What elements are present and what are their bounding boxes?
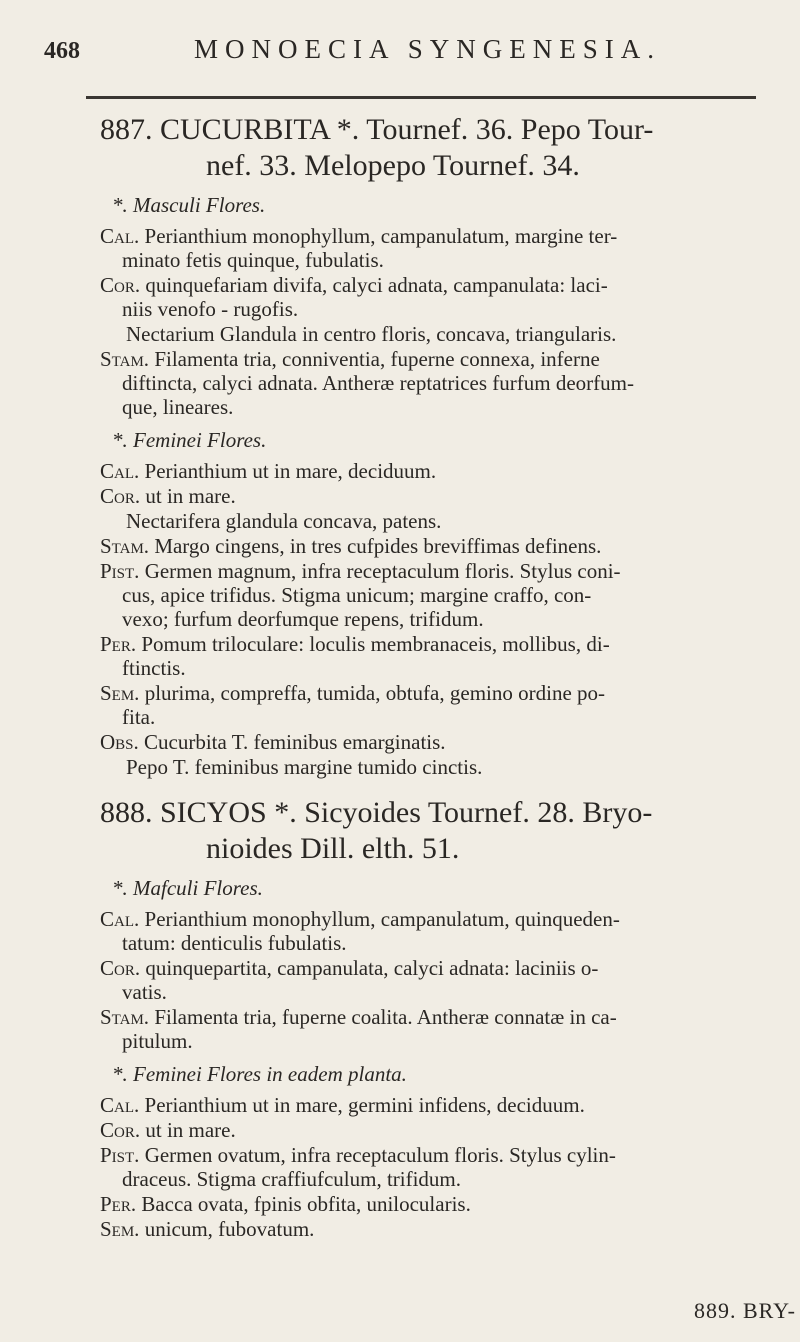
page-header — [44, 34, 760, 68]
page-number: 468 — [44, 38, 80, 64]
organ-label: Stam. — [100, 347, 150, 371]
organ-paragraph — [100, 347, 780, 419]
genus-references: Tournef. 36. Pepo Tour- — [366, 113, 654, 146]
description-sections — [100, 192, 780, 779]
indented-paragraph: Nectarifera glandula concava, patens. — [126, 509, 442, 533]
text-line: que, lineares. — [122, 395, 234, 419]
text-line: unicum, fubovatum. — [144, 1217, 315, 1241]
organ-label: Cal. — [100, 459, 140, 483]
text-line: tatum: denticulis fubulatis. — [122, 931, 347, 955]
text-line: Perianthium monophyllum, campanulatum, quinqueden- — [144, 907, 620, 931]
organ-label: Cal. — [100, 907, 140, 931]
text-line: Perianthium monophyllum, campanulatum, margine ter- — [144, 224, 618, 248]
catchword: 889. BRY- — [694, 1298, 796, 1323]
genus-entry-887 — [100, 112, 780, 780]
text-line: diftincta, calyci adnata. Antheræ reptatrices furfum deorfum- — [122, 371, 634, 395]
flower-subheading: *. Feminei Flores in eadem planta. — [112, 1062, 407, 1086]
indented-paragraph: Pepo T. feminibus margine tumido cinctis. — [126, 755, 483, 779]
organ-paragraph — [100, 1118, 780, 1142]
flower-subheading: *. Masculi Flores. — [112, 193, 266, 217]
organ-paragraph — [100, 907, 780, 955]
organ-paragraph — [100, 224, 780, 272]
organ-paragraph — [100, 1217, 780, 1241]
genus-heading — [100, 112, 780, 184]
text-line: Perianthium ut in mare, deciduum. — [144, 459, 437, 483]
text-line: vatis. — [122, 980, 167, 1004]
flower-subheading: *. Mafculi Flores. — [112, 876, 263, 900]
organ-label: Stam. — [100, 1005, 150, 1029]
indented-paragraph: Nectarium Glandula in centro floris, concava, triangularis. — [126, 322, 617, 346]
running-title: MONOECIA SYNGENESIA. — [194, 34, 662, 64]
text-line: niis venofo - rugofis. — [122, 297, 299, 321]
organ-paragraph — [100, 632, 780, 680]
text-line: vexo; furfum deorfumque repens, trifidum. — [122, 607, 484, 631]
genus-references-cont: nioides Dill. elth. 51. — [206, 832, 460, 865]
text-line: Germen ovatum, infra receptaculum floris. Stylus cylin- — [144, 1143, 616, 1167]
organ-paragraph — [100, 1093, 780, 1117]
genus-references: Sicyoides Tournef. 28. Bryo- — [304, 796, 653, 829]
genus-references-cont: nef. 33. Melopepo Tournef. 34. — [206, 149, 580, 182]
organ-paragraph — [100, 681, 780, 729]
text-line: quinquepartita, campanulata, calyci adnata: laciniis o- — [145, 956, 599, 980]
organ-paragraph — [100, 459, 780, 483]
genus-entry-888 — [100, 795, 780, 1242]
text-line: Margo cingens, in tres cufpides breviffimas definens. — [154, 534, 602, 558]
organ-label: Obs. — [100, 730, 139, 754]
genus-number: 888. — [100, 796, 153, 829]
text-line: Pomum triloculare: loculis membranaceis, mollibus, di- — [141, 632, 610, 656]
organ-label: Cor. — [100, 1118, 141, 1142]
text-line: fita. — [122, 705, 156, 729]
text-line: Perianthium ut in mare, germini infidens, deciduum. — [144, 1093, 585, 1117]
organ-paragraph — [100, 1192, 780, 1216]
organ-paragraph — [100, 534, 780, 558]
organ-paragraph — [100, 273, 780, 321]
text-line: ut in mare. — [145, 1118, 236, 1142]
text-line: ut in mare. — [145, 484, 236, 508]
text-line: Filamenta tria, conniventia, fuperne connexa, inferne — [154, 347, 600, 371]
organ-label: Cor. — [100, 956, 141, 980]
description-sections — [100, 875, 780, 1241]
organ-paragraph — [100, 1005, 780, 1053]
flower-subheading: *. Feminei Flores. — [112, 428, 267, 452]
organ-label: Per. — [100, 632, 137, 656]
genus-number: 887. — [100, 113, 153, 146]
text-line: plurima, compreffa, tumida, obtufa, gemino ordine po- — [144, 681, 606, 705]
organ-label: Cor. — [100, 273, 141, 297]
genus-name: CUCURBITA *. — [160, 113, 360, 146]
text-line: ftinctis. — [122, 656, 186, 680]
organ-paragraph — [100, 484, 780, 508]
genus-heading — [100, 795, 780, 867]
organ-label: Cal. — [100, 1093, 140, 1117]
organ-label: Cal. — [100, 224, 140, 248]
header-rule — [86, 96, 756, 102]
text-line: pitulum. — [122, 1029, 193, 1053]
organ-label: Sem. — [100, 681, 140, 705]
genus-name: SICYOS *. — [160, 796, 297, 829]
organ-paragraph — [100, 559, 780, 631]
text-line: Bacca ovata, fpinis obfita, unilocularis. — [141, 1192, 471, 1216]
text-line: Filamenta tria, fuperne coalita. Antheræ connatæ in ca- — [154, 1005, 617, 1029]
text-line: quinquefariam divifa, calyci adnata, campanulata: laci- — [145, 273, 608, 297]
organ-label: Cor. — [100, 484, 141, 508]
organ-label: Per. — [100, 1192, 137, 1216]
text-line: cus, apice trifidus. Stigma unicum; margine craffo, con- — [122, 583, 592, 607]
text-line: minato fetis quinque, fubulatis. — [122, 248, 384, 272]
text-line: Cucurbita T. feminibus emarginatis. — [144, 730, 446, 754]
organ-label: Stam. — [100, 534, 150, 558]
organ-paragraph — [100, 956, 780, 1004]
text-line: draceus. Stigma craffiufculum, trifidum. — [122, 1167, 462, 1191]
text-line: Germen magnum, infra receptaculum floris. Stylus coni- — [144, 559, 621, 583]
organ-paragraph — [100, 730, 780, 754]
organ-paragraph — [100, 1143, 780, 1191]
organ-label: Pist. — [100, 559, 140, 583]
organ-label: Sem. — [100, 1217, 140, 1241]
organ-label: Pist. — [100, 1143, 140, 1167]
